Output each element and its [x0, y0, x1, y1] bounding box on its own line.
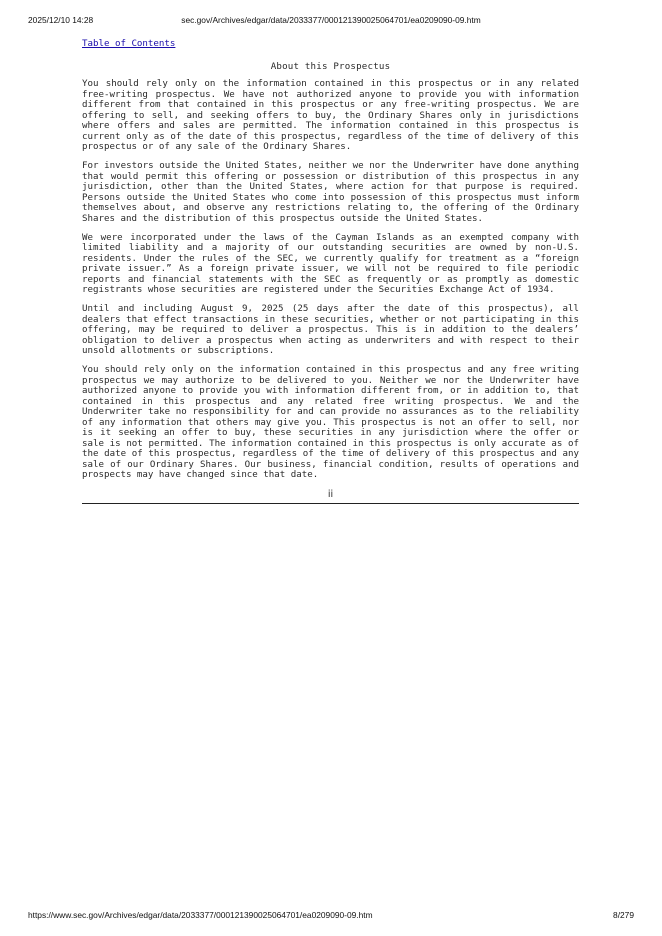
page-counter: 8/279 — [613, 910, 634, 920]
paragraph-3: We were incorporated under the laws of the Cayman Islands as an exempted company with limited liability and a majority of our outstanding securities are owned by non-U.S. residents. Under the rules of the SEC, we currently qualify for treatment as a “foreign private issuer.” As a foreign private issuer, we will not be required to file periodic reports and financial statements with the SEC as frequently or as promptly as domestic registrants whose securities are registered under the Securities Exchange Act of 1934. — [82, 232, 579, 295]
paragraph-1: You should rely only on the information contained in this prospectus or in any related free-writing prospectus. We have not authorized anyone to provide you with information different from that contained in this prospectus or any free-writing prospectus. We are offering to sell, and seeking offers to buy, the Ordinary Shares only in jurisdictions where offers and sales are permitted. The information contained in this prospectus is current only as of the date of this prospectus, regardless of the time of delivery of this prospectus or of any sale of the Ordinary Shares. — [82, 79, 579, 152]
header-url: sec.gov/Archives/edgar/data/2033377/000121390025064701/ea0209090-09.htm — [181, 15, 481, 25]
page-number: ii — [327, 489, 334, 500]
section-title: About this Prospectus — [270, 61, 391, 72]
table-of-contents-link[interactable]: Table of Contents — [82, 39, 176, 49]
paragraph-2: For investors outside the United States, neither we nor the Underwriter have done anything that would permit this offering or possession or distribution of this prospectus in any jurisdiction, other than the United States, where action for that purpose is required. Persons outside the United States who come into possession of this prospectus must inform themselves about, and observe any restrictions relating to, the offering of the Ordinary Shares and the distribution of this prospectus outside the United States. — [82, 161, 579, 224]
page-divider — [82, 503, 579, 504]
footer-url: https://www.sec.gov/Archives/edgar/data/2033377/000121390025064701/ea0209090-09.htm — [28, 910, 373, 920]
document-body — [82, 38, 579, 504]
paragraph-5: You should rely only on the information contained in this prospectus and any free writing prospectus we may authorize to be delivered to you. Neither we nor the Underwriter have authorized anyone to provide you with information different from, or in addition to, that contained in this prospectus and any related free writing prospectus. We and the Underwriter take no responsibility for and can provide no assurances as to the reliability of any information that others may give you. This prospectus is not an offer to sell, nor is it seeking an offer to buy, these securities in any jurisdiction where the offer or sale is not permitted. The information contained in this prospectus is only accurate as of the date of this prospectus, regardless of the time of delivery of this prospectus and any sale of our Ordinary Shares. Our business, financial condition, results of operations and prospects may have changed since that date. — [82, 365, 579, 480]
print-timestamp: 2025/12/10 14:28 — [28, 15, 94, 25]
paragraph-4: Until and including August 9, 2025 (25 days after the date of this prospectus), all dealers that effect transactions in these securities, whether or not participating in this offering, may be required to deliver a prospectus. This is in addition to the dealers’ obligation to deliver a prospectus when acting as underwriters and with respect to their unsold allotments or subscriptions. — [82, 304, 579, 356]
